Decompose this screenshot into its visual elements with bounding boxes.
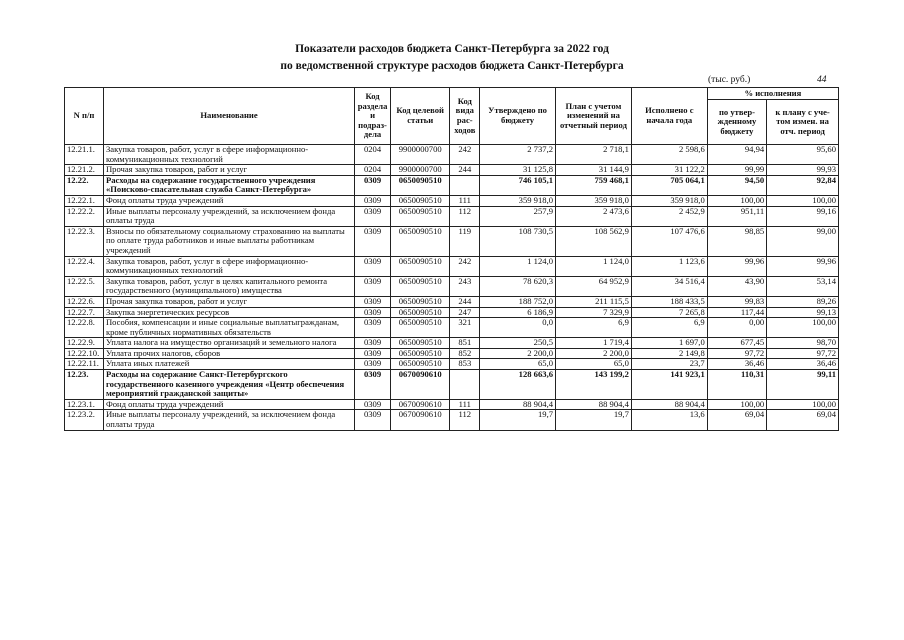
row-executed: 88 904,4: [631, 399, 707, 410]
row-target-code: 0650090510: [390, 276, 449, 296]
row-expense-code: [450, 370, 480, 400]
table-row: [65, 348, 839, 359]
row-pct-approved: 0,00: [707, 318, 766, 338]
row-name: Иные выплаты персоналу учреждений, за исключением фонда оплаты труда: [103, 206, 354, 226]
row-pct-approved: 110,31: [707, 370, 766, 400]
row-expense-code: 243: [450, 276, 480, 296]
row-target-code: 9900000700: [390, 145, 449, 165]
report-subtitle: по ведомственной структуре расходов бюджета Санкт-Петербурга: [280, 60, 624, 72]
row-pct-approved: 97,72: [707, 348, 766, 359]
row-executed: 6,9: [631, 318, 707, 338]
row-pct-plan: 100,00: [767, 399, 839, 410]
table-row: [65, 276, 839, 296]
row-section-code: 0309: [355, 226, 391, 256]
row-section-code: 0309: [355, 175, 391, 195]
table-body: [65, 145, 839, 431]
table-row: [65, 195, 839, 206]
row-name: Закупка товаров, работ, услуг в целях капитального ремонта государственного (муниципального) имущества: [103, 276, 354, 296]
row-target-code: 9900000700: [390, 165, 449, 176]
row-section-code: 0204: [355, 165, 391, 176]
row-number: 12.22.8.: [65, 318, 104, 338]
row-pct-approved: 951,11: [707, 206, 766, 226]
row-plan: 359 918,0: [556, 195, 632, 206]
row-expense-code: 244: [450, 165, 480, 176]
row-plan: 2 200,0: [556, 348, 632, 359]
row-pct-approved: 99,83: [707, 296, 766, 307]
row-target-code: 0650090510: [390, 318, 449, 338]
row-target-code: 0670090610: [390, 410, 449, 430]
row-expense-code: 111: [450, 195, 480, 206]
row-target-code: 0670090610: [390, 370, 449, 400]
row-plan: 1 719,4: [556, 338, 632, 349]
row-expense-code: 112: [450, 206, 480, 226]
row-name: Уплата прочих налогов, сборов: [103, 348, 354, 359]
row-section-code: 0309: [355, 348, 391, 359]
row-expense-code: 242: [450, 256, 480, 276]
row-plan: 211 115,5: [556, 296, 632, 307]
row-section-code: 0204: [355, 145, 391, 165]
row-name: Закупка товаров, работ, услуг в сфере информационно-коммуникационных технологий: [103, 145, 354, 165]
row-expense-code: 852: [450, 348, 480, 359]
row-name: Прочая закупка товаров, работ и услуг: [103, 296, 354, 307]
row-number: 12.21.2.: [65, 165, 104, 176]
row-expense-code: 321: [450, 318, 480, 338]
row-section-code: 0309: [355, 276, 391, 296]
row-approved: 188 752,0: [480, 296, 556, 307]
row-expense-code: 112: [450, 410, 480, 430]
row-expense-code: 242: [450, 145, 480, 165]
row-expense-code: 119: [450, 226, 480, 256]
row-pct-plan: 36,46: [767, 359, 839, 370]
row-pct-plan: 99,00: [767, 226, 839, 256]
row-section-code: 0309: [355, 410, 391, 430]
row-pct-approved: 100,00: [707, 399, 766, 410]
row-number: 12.22.10.: [65, 348, 104, 359]
row-plan: 2 473,6: [556, 206, 632, 226]
row-pct-approved: 99,96: [707, 256, 766, 276]
table-row: [65, 370, 839, 400]
row-number: 12.22.2.: [65, 206, 104, 226]
row-pct-plan: 89,26: [767, 296, 839, 307]
row-target-code: 0650090510: [390, 307, 449, 318]
table-row: [65, 307, 839, 318]
row-pct-approved: 69,04: [707, 410, 766, 430]
header-plan: План с учетом изменений на отчетный период: [556, 88, 632, 145]
row-approved: 108 730,5: [480, 226, 556, 256]
row-executed: 7 265,8: [631, 307, 707, 318]
row-section-code: 0309: [355, 359, 391, 370]
row-section-code: 0309: [355, 296, 391, 307]
table-row: [65, 410, 839, 430]
row-name: Взносы по обязательному социальному страхованию на выплаты по оплате труда работников и иные выплаты работникам учреждений: [103, 226, 354, 256]
row-number: 12.22.6.: [65, 296, 104, 307]
row-approved: 257,9: [480, 206, 556, 226]
header-name: Наименование: [103, 88, 354, 145]
row-pct-approved: 100,00: [707, 195, 766, 206]
row-name: Пособия, компенсации и иные социальные выплатыгражданам, кроме публичных нормативных обязательств: [103, 318, 354, 338]
row-plan: 7 329,9: [556, 307, 632, 318]
header-pct-plan: к плану с уче-том измен. на отч. период: [767, 100, 839, 145]
row-number: 12.22.1.: [65, 195, 104, 206]
row-section-code: 0309: [355, 195, 391, 206]
row-executed: 188 433,5: [631, 296, 707, 307]
row-executed: 2 452,9: [631, 206, 707, 226]
header-num: N п/п: [65, 88, 104, 145]
row-number: 12.22.7.: [65, 307, 104, 318]
row-approved: 128 663,6: [480, 370, 556, 400]
row-executed: 2 149,8: [631, 348, 707, 359]
header-section-code: Код раздела и подраз-дела: [355, 88, 391, 145]
header-approved: Утверждено по бюджету: [480, 88, 556, 145]
row-number: 12.22.9.: [65, 338, 104, 349]
row-expense-code: [450, 175, 480, 195]
row-pct-plan: 99,93: [767, 165, 839, 176]
row-executed: 1 123,6: [631, 256, 707, 276]
row-pct-plan: 53,14: [767, 276, 839, 296]
row-number: 12.23.1.: [65, 399, 104, 410]
table-row: [65, 145, 839, 165]
table-row: [65, 338, 839, 349]
row-approved: 746 105,1: [480, 175, 556, 195]
row-executed: 34 516,4: [631, 276, 707, 296]
row-approved: 88 904,4: [480, 399, 556, 410]
row-plan: 143 199,2: [556, 370, 632, 400]
row-pct-plan: 92,84: [767, 175, 839, 195]
row-approved: 1 124,0: [480, 256, 556, 276]
row-number: 12.22.3.: [65, 226, 104, 256]
row-approved: 0,0: [480, 318, 556, 338]
row-target-code: 0670090610: [390, 399, 449, 410]
row-approved: 250,5: [480, 338, 556, 349]
row-name: Расходы на содержание Санкт-Петербургского государственного казенного учреждения «Центр обеспечения мероприятий гражданской защиты»: [103, 370, 354, 400]
row-target-code: 0650090510: [390, 206, 449, 226]
row-executed: 31 122,2: [631, 165, 707, 176]
report-title: Показатели расходов бюджета Санкт-Петербурга за 2022 год: [295, 43, 609, 55]
row-section-code: 0309: [355, 318, 391, 338]
budget-table: [64, 87, 839, 431]
row-executed: 359 918,0: [631, 195, 707, 206]
row-plan: 108 562,9: [556, 226, 632, 256]
table-row: [65, 175, 839, 195]
row-section-code: 0309: [355, 399, 391, 410]
row-name: Прочая закупка товаров, работ и услуг: [103, 165, 354, 176]
row-plan: 88 904,4: [556, 399, 632, 410]
row-target-code: 0650090510: [390, 338, 449, 349]
row-pct-plan: 100,00: [767, 195, 839, 206]
row-pct-approved: 98,85: [707, 226, 766, 256]
row-approved: 6 186,9: [480, 307, 556, 318]
row-name: Расходы на содержание государственного учреждения «Поисково-спасательная служба Санкт-Петербурга»: [103, 175, 354, 195]
row-expense-code: 247: [450, 307, 480, 318]
row-expense-code: 853: [450, 359, 480, 370]
row-section-code: 0309: [355, 256, 391, 276]
header-expense-code: Код вида рас-ходов: [450, 88, 480, 145]
row-plan: 65,0: [556, 359, 632, 370]
row-name: Закупка товаров, работ, услуг в сфере информационно-коммуникационных технологий: [103, 256, 354, 276]
row-pct-plan: 99,16: [767, 206, 839, 226]
row-pct-plan: 95,60: [767, 145, 839, 165]
row-plan: 6,9: [556, 318, 632, 338]
row-pct-approved: 94,94: [707, 145, 766, 165]
units-label: (тыс. руб.): [708, 75, 751, 85]
row-target-code: 0650090510: [390, 359, 449, 370]
row-executed: 2 598,6: [631, 145, 707, 165]
row-name: Закупка энергетических ресурсов: [103, 307, 354, 318]
row-number: 12.22.: [65, 175, 104, 195]
row-expense-code: 244: [450, 296, 480, 307]
table-row: [65, 296, 839, 307]
table-row: [65, 206, 839, 226]
row-plan: 64 952,9: [556, 276, 632, 296]
row-plan: 759 468,1: [556, 175, 632, 195]
table-row: [65, 399, 839, 410]
row-approved: 78 620,3: [480, 276, 556, 296]
row-number: 12.23.2.: [65, 410, 104, 430]
row-plan: 31 144,9: [556, 165, 632, 176]
row-target-code: 0650090510: [390, 296, 449, 307]
header-pct-group: % исполнения: [707, 88, 838, 100]
row-pct-plan: 100,00: [767, 318, 839, 338]
row-plan: 1 124,0: [556, 256, 632, 276]
row-name: Фонд оплаты труда учреждений: [103, 399, 354, 410]
row-executed: 705 064,1: [631, 175, 707, 195]
row-name: Уплата иных платежей: [103, 359, 354, 370]
row-number: 12.21.1.: [65, 145, 104, 165]
row-number: 12.22.5.: [65, 276, 104, 296]
row-executed: 107 476,6: [631, 226, 707, 256]
row-target-code: 0650090510: [390, 175, 449, 195]
row-name: Уплата налога на имущество организаций и земельного налога: [103, 338, 354, 349]
row-target-code: 0650090510: [390, 195, 449, 206]
row-pct-approved: 36,46: [707, 359, 766, 370]
header-target-code: Код целевой статьи: [390, 88, 449, 145]
row-name: Иные выплаты персоналу учреждений, за исключением фонда оплаты труда: [103, 410, 354, 430]
row-number: 12.23.: [65, 370, 104, 400]
header-executed: Исполнено с начала года: [631, 88, 707, 145]
page-number: 44: [817, 75, 827, 85]
row-expense-code: 111: [450, 399, 480, 410]
row-approved: 2 737,2: [480, 145, 556, 165]
row-pct-plan: 98,70: [767, 338, 839, 349]
table-row: [65, 318, 839, 338]
row-pct-approved: 43,90: [707, 276, 766, 296]
row-approved: 359 918,0: [480, 195, 556, 206]
row-pct-approved: 677,45: [707, 338, 766, 349]
header-pct-approved: по утвер-жденному бюджету: [707, 100, 766, 145]
row-target-code: 0650090510: [390, 348, 449, 359]
row-name: Фонд оплаты труда учреждений: [103, 195, 354, 206]
row-number: 12.22.4.: [65, 256, 104, 276]
row-executed: 23,7: [631, 359, 707, 370]
row-target-code: 0650090510: [390, 226, 449, 256]
table-row: [65, 226, 839, 256]
table-row: [65, 256, 839, 276]
table-row: [65, 165, 839, 176]
row-approved: 2 200,0: [480, 348, 556, 359]
row-number: 12.22.11.: [65, 359, 104, 370]
row-approved: 65,0: [480, 359, 556, 370]
table-row: [65, 359, 839, 370]
row-approved: 19,7: [480, 410, 556, 430]
row-pct-plan: 99,96: [767, 256, 839, 276]
row-section-code: 0309: [355, 370, 391, 400]
row-expense-code: 851: [450, 338, 480, 349]
row-plan: 2 718,1: [556, 145, 632, 165]
row-target-code: 0650090510: [390, 256, 449, 276]
row-section-code: 0309: [355, 338, 391, 349]
row-section-code: 0309: [355, 206, 391, 226]
row-pct-approved: 117,44: [707, 307, 766, 318]
row-pct-approved: 94,50: [707, 175, 766, 195]
row-pct-plan: 99,13: [767, 307, 839, 318]
row-executed: 1 697,0: [631, 338, 707, 349]
row-executed: 141 923,1: [631, 370, 707, 400]
row-approved: 31 125,8: [480, 165, 556, 176]
row-section-code: 0309: [355, 307, 391, 318]
row-pct-plan: 99,11: [767, 370, 839, 400]
row-pct-plan: 69,04: [767, 410, 839, 430]
row-pct-plan: 97,72: [767, 348, 839, 359]
row-pct-approved: 99,99: [707, 165, 766, 176]
row-plan: 19,7: [556, 410, 632, 430]
row-executed: 13,6: [631, 410, 707, 430]
